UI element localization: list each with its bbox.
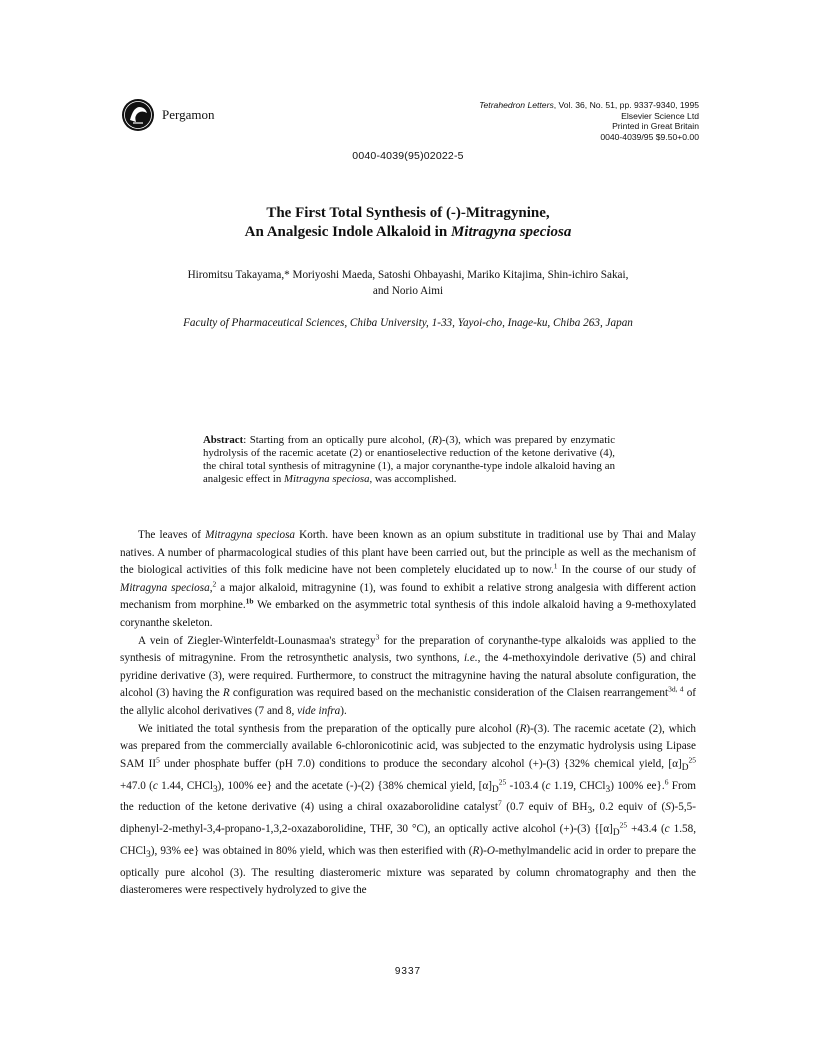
abstract: Abstract: Starting from an optically pure alcohol, (R)-(3), which was prepared by enzymatic hydrolysis of the racemic acetate (2) or enantioselective reduction of the ketone derivative (4), the chiral total synthesis of mitragynine (1), a major corynanthe-type indole alkaloid having an analgesic effect in Mitragyna speciosa, was accomplished.: [203, 434, 615, 485]
pii-code: 0040-4039(95)02022-5: [352, 150, 464, 162]
author-list: Hiromitsu Takayama,* Moriyoshi Maeda, Satoshi Ohbayashi, Mariko Kitajima, Shin-ichiro Sakai, and Norio Aimi: [187, 269, 629, 297]
paragraph-1: The leaves of Mitragyna speciosa Korth. have been known as an opium substitute in traditional use by Thai and Malay natives. A number of pharmacological studies of this plant have been carried out, but the principle as well as the mechanism of the biological activities of this folk medicine have not been completely elucidated up to now.$^1$ In the course of our study of Mitragyna speciosa,$^2$ a major alkaloid, mitragynine (1), was found to exhibit a relative strong analgesia with different action mechanism from morphine.$^{1b}$ We embarked on the asymmetric total synthesis of this indole alkaloid having a 9-methoxylated corynanthe skeleton.: [120, 529, 697, 629]
price-code: 0040-4039/95 $9.50+0.00: [600, 131, 699, 142]
publisher-name: Pergamon: [162, 107, 215, 122]
abstract-label: Abstract: [203, 434, 244, 446]
body-text: [120, 527, 696, 900]
publisher-line: Elsevier Science Ltd: [621, 110, 699, 121]
title-line-2: An Analgesic Indole Alkaloid in Mitragyna speciosa: [244, 224, 572, 240]
paragraph-3: We initiated the total synthesis from the preparation of the optically pure alcohol (R)-(3). The racemic acetate (2), which was prepared from the commercially available 6-chloronicotinic acid, was subjected to the enzymatic hydrolysis using Lipase SAM $II^5$ under phosphate buffer (pH 7.0) conditions to produce the secondary alcohol (+)-(3) {32% chemical yield, $[\alpha]_D^{25} +47.0$ (c 1.44, CHCl$_3$), 100% ee} and the acetate (-)-(2) {38% chemical yield, $[\alpha]_D^{25}$ -103.4 (c 1.19, CHCl$_3$) 100% ee}.$^6$ From the reduction of the ketone derivative (4) using a chiral oxazaborolidine catalyst$^7$ (0.7 equiv of $BH_3$, 0.2 equiv of (S)-5,5-diphenyl-2-methyl-3,4-propano-1,3,2-oxazaborolidine, THF, 30 °C), an optically active alcohol (+)-(3) {$[\alpha]_D^{25} +43.4$ (c 1.58, CHCl$_3$), 93% ee} was obtained in 80% yield, which was then esterified with (R)-O-methylmandelic acid in order to prepare the optically pure alcohol (3). The resulting diasteromeric mixture was separated by column chromatography and then the diasteromeres were respectively hydrolyzed to give the: [120, 722, 697, 897]
paragraph-2: A vein of Ziegler-Winterfeldt-Lounasmaa's strategy$^3$ for the preparation of corynanthe-type alkaloids was applied to the synthesis of mitragynine. From the retrosynthetic analysis, two synthons, i.e., the 4-methoxyindole derivative (5) and chiral pyridine derivative (3), were required. Furthermore, to construct the mitragynine having the natural absolute configuration, the alcohol (3) having the R configuration was required based on the mechanistic consideration of the Claisen rearrangement$^{3d, 4}$ of the allylic alcohol derivatives (7 and 8, vide infra).: [120, 631, 697, 717]
journal-name: Tetrahedron Letters: [479, 100, 554, 110]
title-line-1: The First Total Synthesis of (-)-Mitragynine,: [266, 205, 550, 221]
article-title: [0, 204, 816, 242]
journal-citation: Tetrahedron Letters, Vol. 36, No. 51, pp. 9337-9340, 1995: [479, 100, 699, 110]
affiliation: Faculty of Pharmaceutical Sciences, Chiba University, 1-33, Yayoi-cho, Inage-ku, Chiba 263, Japan: [183, 317, 633, 329]
pergamon-logo: [121, 98, 155, 132]
journal-info: [479, 100, 699, 142]
page-number: 9337: [394, 966, 422, 977]
printed-line: Printed in Great Britain: [612, 121, 699, 132]
